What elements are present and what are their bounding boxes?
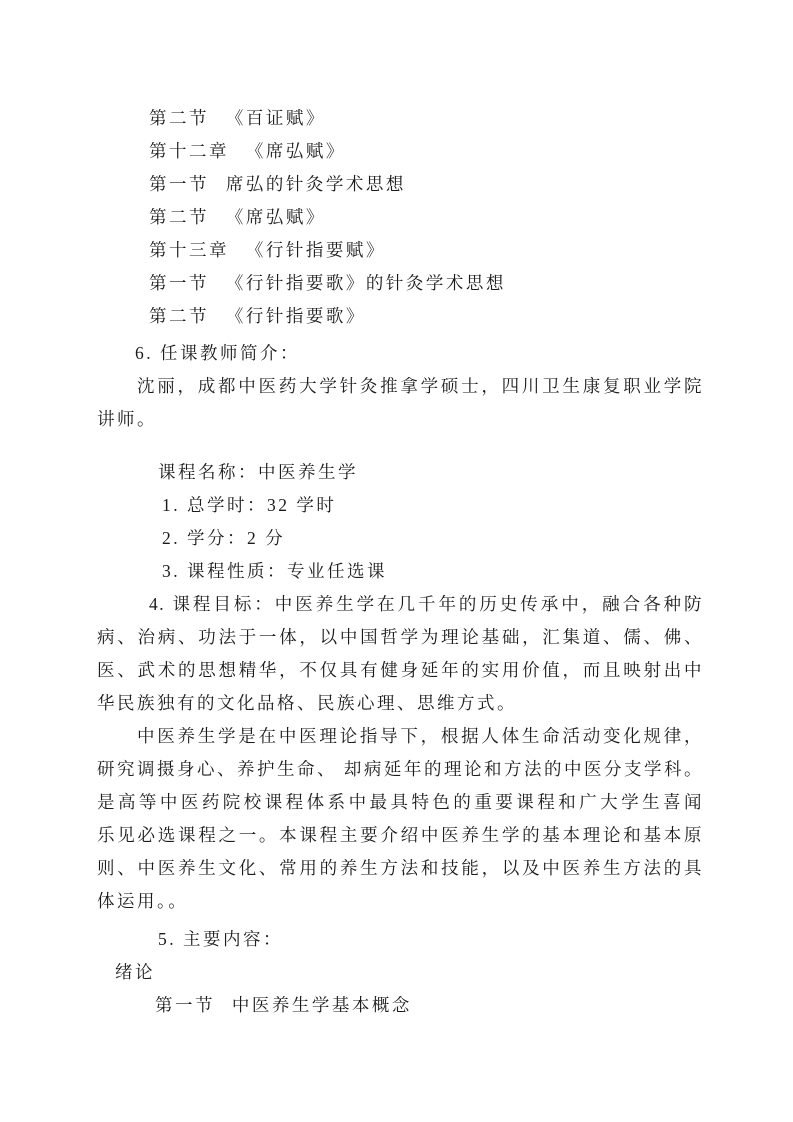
spacer <box>97 436 703 456</box>
course-desc-line: 则、中医养生文化、常用的养生方法和技能，以及中医养生方法的具 <box>97 858 703 878</box>
course-name-line: 课程名称：中医养生学 <box>158 462 358 482</box>
course-objective-line-end: 华民族独有的文化品格、民族心理、思维方式。 <box>97 693 517 713</box>
course-objective-line: 4. 课程目标：中医养生学在几千年的历史传承中，融合各种防 <box>149 594 703 614</box>
course-objective-line: 医、武术的思想精华，不仅具有健身延年的实用价值，而且映射出中 <box>97 660 703 680</box>
course-hours-line: 1. 总学时：32 学时 <box>162 495 337 515</box>
course-desc-line: 研究调摄身心、养护生命、 却病延年的理论和方法的中医分支学科。 <box>97 759 703 779</box>
outline-intro-line: 绪论 <box>115 962 155 982</box>
toc-line-2: 第十二章 《席弘赋》 <box>149 141 346 161</box>
teacher-intro-line: 沈丽，成都中医药大学针灸推拿学硕士，四川卫生康复职业学院 <box>137 376 703 396</box>
toc-line-3: 第一节 席弘的针灸学术思想 <box>149 174 406 194</box>
course-desc-line: 乐见必选课程之一。本课程主要介绍中医养生学的基本理论和基本原 <box>97 825 703 845</box>
toc-line-4: 第二节 《席弘赋》 <box>149 207 326 227</box>
toc-line-5: 第十三章 《行针指要赋》 <box>149 240 386 260</box>
toc-line-6: 第一节 《行针指要歌》的针灸学术思想 <box>149 273 506 293</box>
course-desc-line: 是高等中医药院校课程体系中最具特色的重要课程和广大学生喜闻 <box>97 792 703 812</box>
course-desc-line: 中医养生学是在中医理论指导下，根据人体生命活动变化规律， <box>137 726 703 746</box>
outline-section-line: 第一节 中医养生学基本概念 <box>155 995 412 1015</box>
teacher-intro-line-end: 讲师。 <box>97 409 157 429</box>
toc-line-7: 第二节 《行针指要歌》 <box>149 306 366 326</box>
toc-line-1: 第二节 《百证赋》 <box>149 108 326 128</box>
course-desc-line-end: 体运用。。 <box>97 891 189 911</box>
course-objective-line: 病、治病、功法于一体，以中国哲学为理论基础，汇集道、儒、佛、 <box>97 627 703 647</box>
main-content-heading: 5. 主要内容： <box>158 929 283 949</box>
teacher-intro-heading: 6. 任课教师简介： <box>135 343 300 363</box>
course-credit-line: 2. 学分：2 分 <box>162 528 286 548</box>
course-nature-line: 3. 课程性质：专业任选课 <box>162 561 387 581</box>
